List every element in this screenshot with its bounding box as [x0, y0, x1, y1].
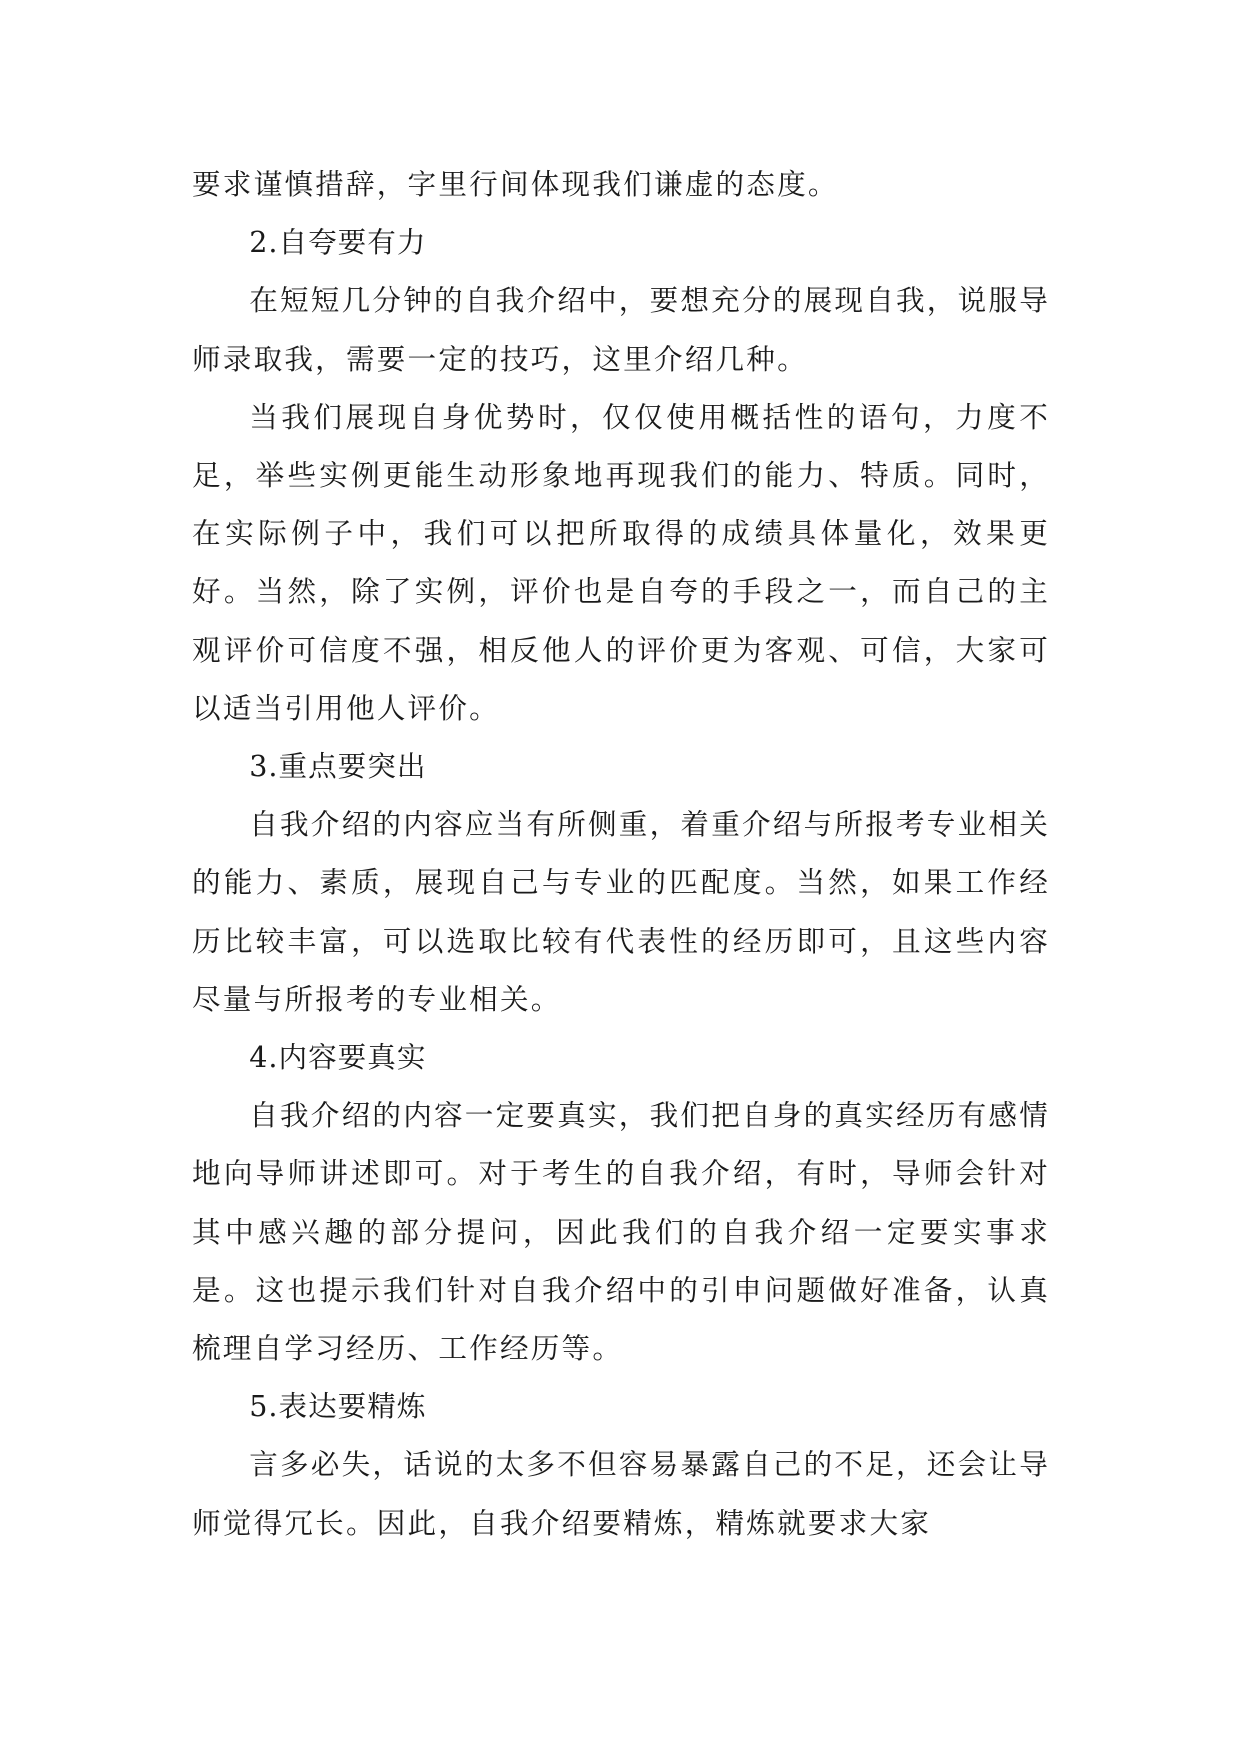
section-heading-5: 5.表达要精炼 — [249, 1389, 427, 1424]
paragraph-concise: 言多必失，话说的太多不但容易暴露自己的不足，还会让导师觉得冗长。因此，自我介绍要精炼，精炼就要求大家 — [192, 1447, 1050, 1540]
section-heading-2: 2.自夸要有力 — [249, 225, 427, 260]
section-heading-3: 3.重点要突出 — [249, 749, 427, 784]
section-heading-4: 4.内容要真实 — [249, 1040, 427, 1075]
paragraph-examples: 当我们展现自身优势时，仅仅使用概括性的语句，力度不足，举些实例更能生动形象地再现我们的能力、特质。同时，在实际例子中，我们可以把所取得的成绩具体量化，效果更好。当然，除了实例，评价也是自夸的手段之一，而自己的主观评价可信度不强，相反他人的评价更为客观、可信，大家可以适当引用他人评价。 — [192, 399, 1050, 725]
paragraph-self-presentation: 在短短几分钟的自我介绍中，要想充分的展现自我，说服导师录取我，需要一定的技巧，这里介绍几种。 — [192, 283, 1050, 376]
document-body — [192, 155, 1050, 1552]
paragraph-truthful: 自我介绍的内容一定要真实，我们把自身的真实经历有感情地向导师讲述即可。对于考生的自我介绍，有时，导师会针对其中感兴趣的部分提问，因此我们的自我介绍一定要实事求是。这也提示我们针对自我介绍中的引申问题做好准备，认真梳理自学习经历、工作经历等。 — [192, 1098, 1050, 1366]
paragraph-focus: 自我介绍的内容应当有所侧重，着重介绍与所报考专业相关的能力、素质，展现自己与专业的匹配度。当然，如果工作经历比较丰富，可以选取比较有代表性的经历即可，且这些内容尽量与所报考的专业相关。 — [192, 807, 1050, 1016]
paragraph-continuation: 要求谨慎措辞，字里行间体现我们谦虚的态度。 — [192, 167, 839, 201]
